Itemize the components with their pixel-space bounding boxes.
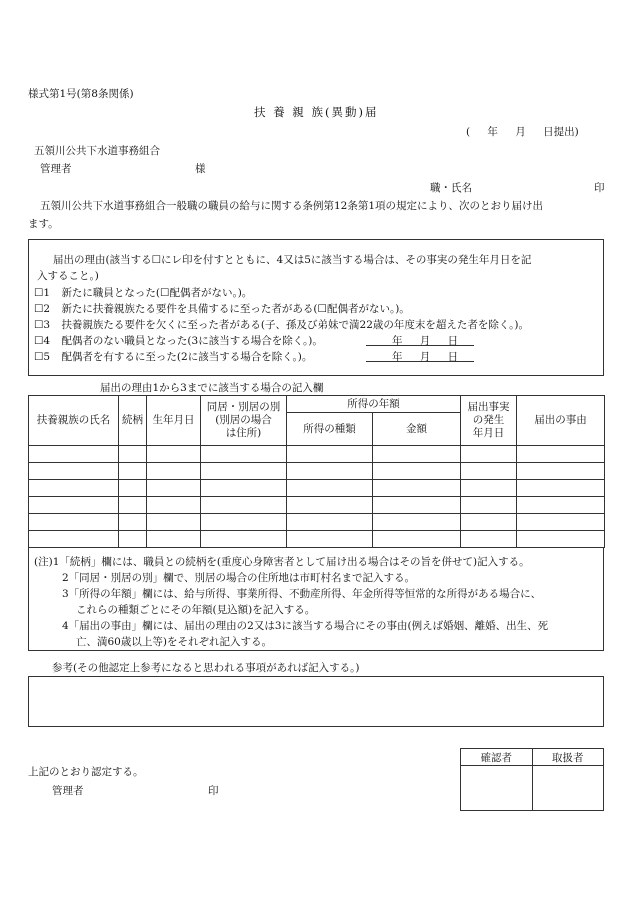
header-income-type: 所得の種類 (287, 413, 373, 446)
reason-item-3[interactable] (34, 317, 529, 332)
approval-stamp-table (460, 748, 604, 811)
table-row (29, 463, 605, 480)
manager-label: 管理者 (52, 785, 84, 797)
reason-text-2: 新たに扶養親族たる要件を具備するに至った者がある(☐配偶者がない。)。 (61, 303, 410, 315)
header-event-date-line2: の発生 (472, 414, 505, 426)
reason-5-date[interactable]: 年 月 日 (392, 351, 459, 363)
header-residence (201, 396, 287, 446)
header-birthdate: 生年月日 (147, 396, 201, 446)
header-event-date-line3: 年月日 (472, 427, 505, 439)
confirmer-header: 確認者 (461, 749, 533, 766)
reason-text-1: 新たに職員となった(☐配偶者がない。)。 (61, 287, 253, 299)
reason-4-date-line (366, 345, 474, 346)
approval-text: 上記のとおり認定する。 (28, 766, 144, 778)
header-residence-line2: (別居の場合 (215, 414, 272, 426)
reason-text-4: 配偶者のない職員となった(3に該当する場合を除く。)。 (61, 335, 323, 347)
table-row (29, 514, 605, 531)
reason-text-5: 配偶者を有するに至った(2に該当する場合を除く。)。 (61, 351, 313, 363)
checkbox-5[interactable]: ☐5 (34, 351, 51, 363)
intro-text: 五領川公共下水道事務組合一般職の職員の給与に関する条例第12条第1項の規定により、次のとおり届け出 (40, 200, 544, 212)
header-reason: 届出の事由 (517, 396, 605, 446)
note-4: 4「届出の事由」欄には、届出の理由の2又は3に該当する場合にその事由(例えば婚姻、離婚、出生、死 (62, 620, 549, 632)
header-income-amount: 金額 (373, 413, 461, 446)
table-row (29, 446, 605, 463)
note-3: 3「所得の年額」欄には、給与所得、事業所得、不動産所得、年金所得等恒常的な所得がある場合に、 (62, 588, 542, 600)
checkbox-1[interactable]: ☐1 (34, 287, 51, 299)
form-title: 扶 養 親 族(異動)届 (254, 105, 379, 119)
header-relation: 続柄 (119, 396, 147, 446)
header-income: 所得の年額 (287, 396, 461, 413)
confirmer-stamp-cell[interactable] (461, 766, 533, 811)
handler-stamp-cell[interactable] (532, 766, 604, 811)
checkbox-3[interactable]: ☐3 (34, 319, 51, 331)
checkbox-4[interactable]: ☐4 (34, 335, 51, 347)
reason-item-5[interactable] (34, 349, 312, 364)
dependents-table (28, 395, 605, 548)
note-3-cont: これらの種類ごとにその年額(見込額)を記入する。 (76, 604, 316, 616)
position-name-label: 職・氏名 (430, 182, 472, 194)
reason-text-3: 扶養親族たる要件を欠くに至った者がある(子、孫及び弟妹で満22歳の年度末を超えた者を除く。)。 (61, 319, 530, 331)
table-caption: 届出の理由1から3までに該当する場合の記入欄 (100, 382, 324, 394)
reference-input-box[interactable] (28, 676, 604, 727)
header-residence-line1: 同居・別居の別 (206, 401, 281, 413)
reason-5-date-line (366, 361, 474, 362)
reason-item-4[interactable] (34, 333, 323, 348)
form-number: 様式第1号(第8条関係) (28, 88, 134, 100)
table-row (29, 480, 605, 497)
seal-mark: 印 (594, 182, 605, 194)
note-1: (注)1「続柄」欄には、職員との続柄を(重度心身障害者として届け出る場合はその旨を併せて)記入する。 (34, 556, 530, 568)
submission-date[interactable]: ( 年 月 日提出) (466, 126, 579, 138)
intro-text-cont: ます。 (28, 218, 59, 230)
checkbox-2[interactable]: ☐2 (34, 303, 51, 315)
addressee-label: 管理者 (40, 163, 72, 175)
manager-seal: 印 (208, 785, 219, 797)
reason-4-date[interactable]: 年 月 日 (392, 335, 459, 347)
table-row (29, 497, 605, 514)
header-event-date-line1: 届出事実 (467, 401, 510, 413)
table-row (29, 531, 605, 548)
addressee-suffix: 様 (195, 163, 206, 175)
reason-item-1[interactable] (34, 285, 252, 300)
note-2: 2「同居・別居の別」欄で、別居の場合の住所地は市町村名まで記入する。 (62, 572, 415, 584)
handler-header: 取扱者 (532, 749, 604, 766)
reference-label: 参考(その他認定上参考になると思われる事項があれば記入する。) (52, 662, 360, 674)
reasons-instruction-cont: 入すること。) (37, 270, 99, 282)
org-name: 五領川公共下水道事務組合 (34, 145, 160, 157)
reason-item-2[interactable] (34, 301, 410, 316)
note-4-cont: 亡、満60歳以上等)をそれぞれ記入する。 (76, 636, 272, 648)
header-name: 扶養親族の氏名 (29, 396, 119, 446)
header-event-date (461, 396, 517, 446)
header-residence-line3: は住所) (225, 427, 262, 439)
reasons-instruction: 届出の理由(該当する☐にレ印を付すとともに、4又は5に該当する場合は、その事実の発生年月日を記 (53, 254, 532, 266)
